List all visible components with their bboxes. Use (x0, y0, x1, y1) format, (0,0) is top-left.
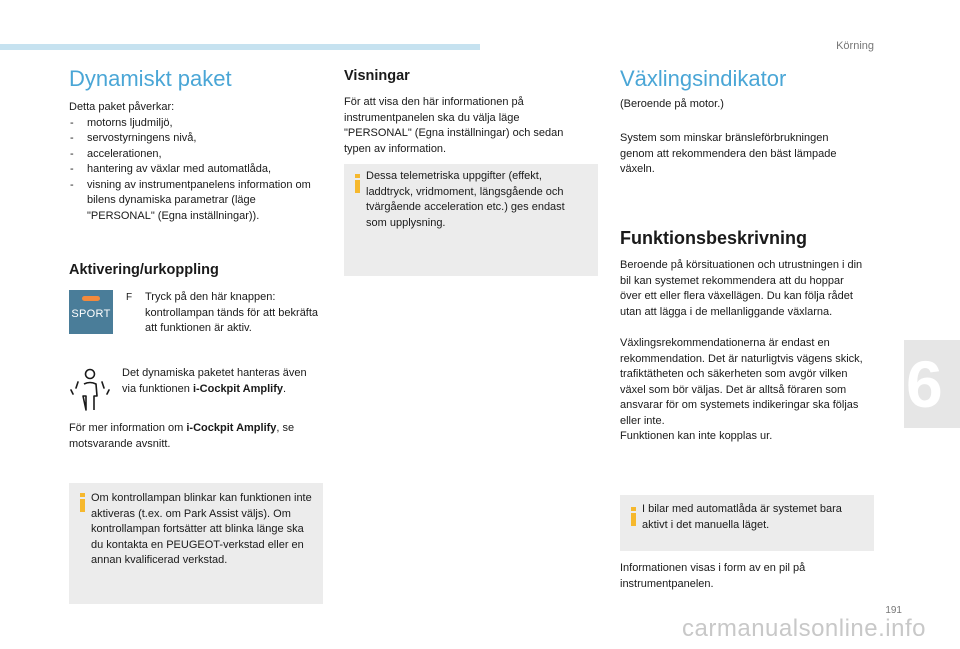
more-info-pre: För mer information om (69, 422, 187, 434)
page-number: 191 (885, 605, 902, 616)
info-icon (628, 507, 640, 526)
chapter-number: 6 (906, 347, 943, 421)
bullet-arrow-icon: F (126, 292, 133, 303)
cockpit-text-pre: Det dynamiska paketet hanteras även via funktionen (122, 367, 307, 395)
automatic-note-text: I bilar med automatlåda är systemet bara aktivt i det manuella läget. (642, 503, 842, 531)
telemetry-note-box (344, 164, 598, 276)
dynamic-package-intro: Detta paket påverkar: (69, 101, 175, 113)
person-gesture-icon (70, 366, 110, 414)
warning-note-text: Om kontrollampan blinkar kan funktionen inte aktiveras (t.ex. om Park Assist väljs). Om kontrollampan fortsätter att blinka länge ska du kontakta en PEUGEOT-verkstad eller en annan kvalificerad verkstad. (91, 492, 312, 566)
cockpit-text-bold: i-Cockpit Amplify (192, 382, 283, 395)
function-p3: Funktionen kan inte kopplas ur. (620, 430, 773, 442)
list-item: - visning av instrumentpanelens information om bilens dynamiska parametrar (läge "PERSONAL" (Egna inställningar)). (69, 178, 319, 225)
gear-indicator-sub: (Beroende på motor.) (620, 98, 724, 110)
info-icon (77, 493, 89, 512)
list-item: - motorns ljudmiljö, (69, 116, 319, 132)
activation-heading: Aktivering/urkoppling (69, 262, 219, 278)
cockpit-text (122, 366, 312, 397)
list-item: - hantering av växlar med automatlåda, (69, 162, 319, 178)
more-info-bold: i-Cockpit Amplify (186, 422, 277, 434)
warning-note-box (69, 483, 323, 604)
chapter-tab (904, 340, 960, 428)
more-info-text (69, 421, 324, 452)
display-heading: Visningar (344, 68, 410, 84)
sport-button-icon (69, 290, 113, 334)
cockpit-text-post: . (282, 382, 287, 395)
function-p2: Växlingsrekommendationerna är endast en rekommendation. Det är naturligtvis vägens skick, trafiktätheten och säkerheten som avgör vilken växel som bör väljas. Det är alltså föraren som ansvarar för om systemets indikeringar ska följas eller inte. (620, 337, 863, 427)
gear-indicator-desc: System som minskar bränsleförbrukningen genom att rekommendera den bäst lämpade växeln. (620, 132, 837, 175)
press-instruction: Tryck på den här knappen: kontrollampan tänds för att bekräfta att funktionen är aktiv. (145, 291, 319, 334)
dynamic-package-list (69, 116, 319, 225)
info-icon (352, 174, 364, 193)
gear-indicator-title: Växlingsindikator (620, 66, 787, 91)
list-item: - servostyrningens nivå, (69, 131, 319, 147)
automatic-note-box (620, 495, 874, 551)
section-label: Körning (836, 40, 874, 52)
watermark: carmanualsonline.info (682, 615, 926, 642)
function-heading: Funktionsbeskrivning (620, 228, 808, 248)
telemetry-note-text: Dessa telemetriska uppgifter (effekt, laddtryck, vridmoment, längsgående och tvärgående acceleration etc.) ges endast som upplysning. (366, 170, 565, 229)
sport-led (82, 296, 100, 301)
display-info-footer: Informationen visas i form av en pil på instrumentpanelen. (620, 562, 806, 590)
more-info-post: , se motsvarande avsnitt. (69, 422, 295, 450)
display-text: För att visa den här informationen på instrumentpanelen ska du välja läge "PERSONAL" (Egna inställningar) och sedan typen av information. (344, 96, 564, 155)
sport-label: SPORT (71, 308, 111, 320)
function-p1: Beroende på körsituationen och utrustningen i din bil kan systemet rekommendera att du hoppar över ett eller flera växellägen. Du kan följa rådet utan att lägga i de mellanliggande växlarna. (620, 259, 863, 318)
list-item: - accelerationen, (69, 147, 319, 163)
top-accent-bar (0, 44, 480, 50)
dynamic-package-title: Dynamiskt paket (69, 66, 232, 91)
